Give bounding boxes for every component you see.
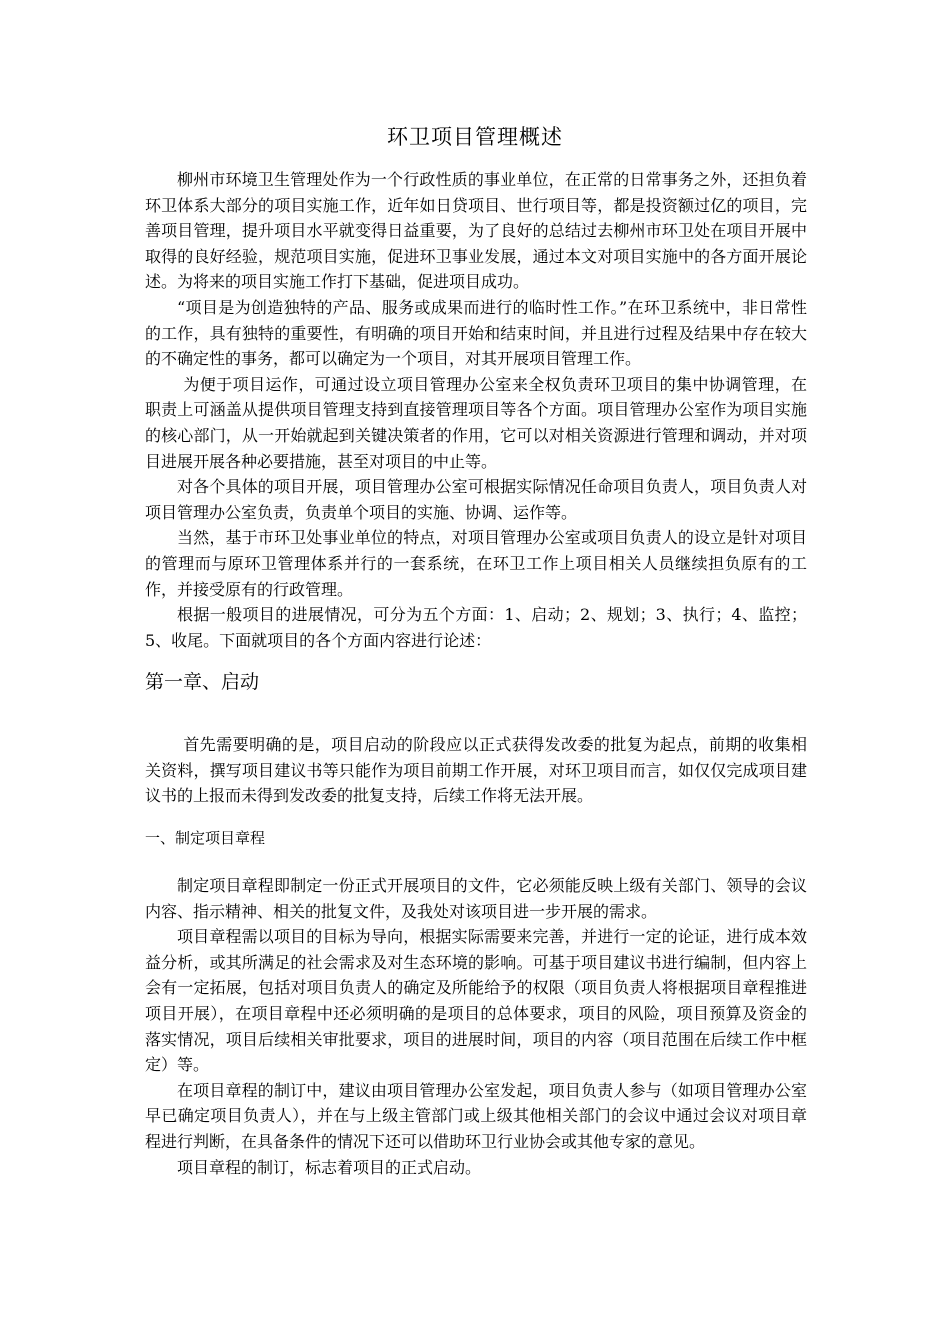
section-1-paragraph-4: 项目章程的制订，标志着项目的正式启动。 xyxy=(177,1157,482,1177)
section-1-paragraph-3: 在项目章程的制订中，建议由项目管理办公室发起，项目负责人参与（如项目管理办公室早已确定项目负责人），并在与上级主管部门或上级其他相关部门的会议中通过会议对项目章程进行判断，在具备条件的情况下还可以借助环卫行业协会或其他专家的意见。 xyxy=(145,1080,807,1151)
chapter-1-heading: 第一章、启动 xyxy=(145,671,260,693)
section-1-body xyxy=(145,873,807,1180)
intro-paragraph-1: 柳州市环境卫生管理处作为一个行政性质的事业单位，在正常的日常事务之外，还担负着环卫体系大部分的项目实施工作，近年如日贷项目、世行项目等，都是投资额过亿的项目，完善项目管理，提升项目水平就变得日益重要，为了良好的总结过去柳州市环卫处在项目开展中取得的良好经验，规范项目实施，促进环卫事业发展，通过本文对项目实施中的各方面开展论述。为将来的项目实施工作打下基础，促进项目成功。 xyxy=(145,170,807,292)
intro-paragraph-3: 为便于项目运作，可通过设立项目管理办公室来全权负责环卫项目的集中协调管理，在职责上可涵盖从提供项目管理支持到直接管理项目等各个方面。项目管理办公室作为项目实施的核心部门，从一开始就起到关键决策者的作用，它可以对相关资源进行管理和调动，并对项目进展开展各种必要措施，甚至对项目的中止等。 xyxy=(145,374,807,471)
section-1-heading: 一、制定项目章程 xyxy=(145,829,266,847)
intro-paragraph-5: 当然，基于市环卫处事业单位的特点，对项目管理办公室或项目负责人的设立是针对项目的管理而与原环卫管理体系并行的一套系统，在环卫工作上项目相关人员继续担负原有的工作，并接受原有的行政管理。 xyxy=(145,528,807,599)
section-1-paragraph-1: 制定项目章程即制定一份正式开展项目的文件，它必须能反映上级有关部门、领导的会议内容、指示精神、相关的批复文件，及我处对该项目进一步开展的需求。 xyxy=(145,876,807,921)
intro-paragraph-6: 根据一般项目的进展情况，可分为五个方面：1、启动；2、规划；3、执行；4、监控；5、收尾。下面就项目的各个方面内容进行论述： xyxy=(145,605,807,650)
intro-section xyxy=(145,167,807,653)
intro-paragraph-2: “项目是为创造独特的产品、服务或成果而进行的临时性工作。”在环卫系统中，非日常性的工作，具有独特的重要性，有明确的项目开始和结束时间，并且进行过程及结果中存在较大的不确定性的事务，都可以确定为一个项目，对其开展项目管理工作。 xyxy=(145,297,807,369)
chapter-1-intro: 首先需要明确的是，项目启动的阶段应以正式获得发改委的批复为起点，前期的收集相关资料，撰写项目建议书等只能作为项目前期工作开展，对环卫项目而言，如仅仅完成项目建议书的上报而未得到发改委的批复支持，后续工作将无法开展。 xyxy=(145,735,807,806)
intro-paragraph-4: 对各个具体的项目开展，项目管理办公室可根据实际情况任命项目负责人，项目负责人对项目管理办公室负责，负责单个项目的实施、协调、运作等。 xyxy=(145,477,807,522)
section-1-paragraph-2: 项目章程需以项目的目标为导向，根据实际需要来完善，并进行一定的论证，进行成本效益分析，或其所满足的社会需求及对生态环境的影响。可基于项目建议书进行编制，但内容上会有一定拓展，包括对项目负责人的确定及所能给予的权限（项目负责人将根据项目章程推进项目开展），在项目章程中还必须明确的是项目的总体要求，项目的风险，项目预算及资金的落实情况，项目后续相关审批要求，项目的进展时间，项目的内容（项目范围在后续工作中框定）等。 xyxy=(145,927,807,1075)
chapter-1-intro-block xyxy=(145,732,807,809)
document-title: 环卫项目管理概述 xyxy=(387,125,563,149)
